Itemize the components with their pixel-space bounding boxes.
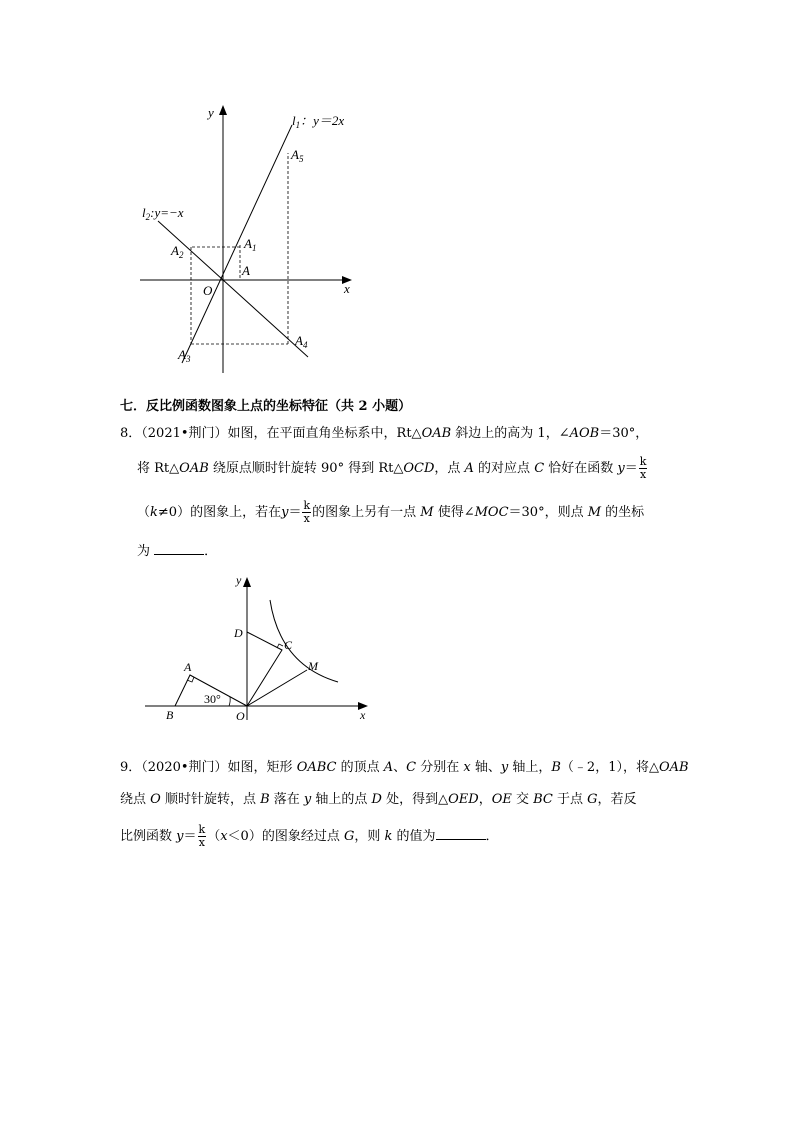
origin-label: O [203,283,213,298]
x-axis-label: x [360,708,366,722]
point-B-label: B [166,708,174,722]
y-axis-label: y [236,573,242,587]
origin-label: O [236,709,245,723]
y-axis-label: y [208,105,214,120]
y-axis-arrow-icon [243,577,251,587]
angle-arc [229,697,230,706]
point-A4-label: $A_4$ [295,333,308,350]
point-C-label: C [284,638,293,652]
q9-number: 9． [120,760,142,775]
q8-number: 8． [120,426,142,441]
l2-label: $l_2:y=-x$ [142,205,184,222]
q8-line-3: （k≠0）的图象上，若在y＝ $\frac{k}{x}$ 的图象上另有一点 M 使得∠MOC＝30°，则点 M 的坐标 [137,499,645,525]
q9-line-1: 9．（2020•荆门）如图，矩形 OABC 的顶点 A、C 分别在 x 轴、y 轴上，B（﹣2，1），将△OAB [120,760,689,775]
hyperbola-curve [270,600,338,682]
q8-line-1: 8．（2021•荆门）如图，在平面直角坐标系中，Rt△OAB 斜边上的高为 1，∠AOB＝30°， [120,426,649,441]
triangle-OCD [247,632,282,706]
angle-label: 30° [204,692,221,706]
point-A-label: A [184,660,192,674]
fraction-k-over-x: $\frac{k}{x}$ [303,499,311,525]
section-title: 七．反比例函数图象上点的坐标特征（共 2 小题） [120,399,412,414]
point-M-label: M [308,659,318,673]
figure-rotation-diagram [140,570,380,730]
point-A-label: A [242,263,250,278]
q8-line-4: 为 ． [137,540,217,562]
q9-answer-blank[interactable] [436,825,486,840]
y-axis-arrow-icon [219,105,227,115]
point-A5-label: $A_5$ [291,147,304,164]
q8-line-2: 将 Rt△OAB 绕原点顺时针旋转 90° 得到 Rt△OCD，点 A 的对应点 C 恰好在函数 y＝ $\frac{k}{x}$ [137,455,647,481]
x-axis-label: x [344,281,350,296]
fraction-k-over-x: $\frac{k}{x}$ [198,823,206,849]
segment-OM [247,670,307,706]
point-D-label: D [234,626,243,640]
l1-label: $l_1$：y＝2x [292,113,345,130]
point-A3-label: $A_3$ [178,347,191,364]
q8-answer-blank[interactable] [154,540,204,555]
q9-line-2: 绕点 O 顺时针旋转，点 B 落在 y 轴上的点 D 处，得到△OED，OE 交 BC 于点 G，若反 [120,792,637,807]
point-A1-label: $A_1$ [244,236,257,253]
q9-source: （2020•荆门） [141,760,228,775]
fraction-k-over-x: $\frac{k}{x}$ [639,455,647,481]
figure-lines-diagram [130,95,370,375]
q9-line-3: 比例函数 y＝ $\frac{k}{x}$ （x＜0）的图象经过点 G，则 k 的值为 ． [120,823,499,849]
line-l2 [158,221,308,357]
q8-source: （2021•荆门） [141,426,228,441]
point-A2-label: $A_2$ [171,243,184,260]
